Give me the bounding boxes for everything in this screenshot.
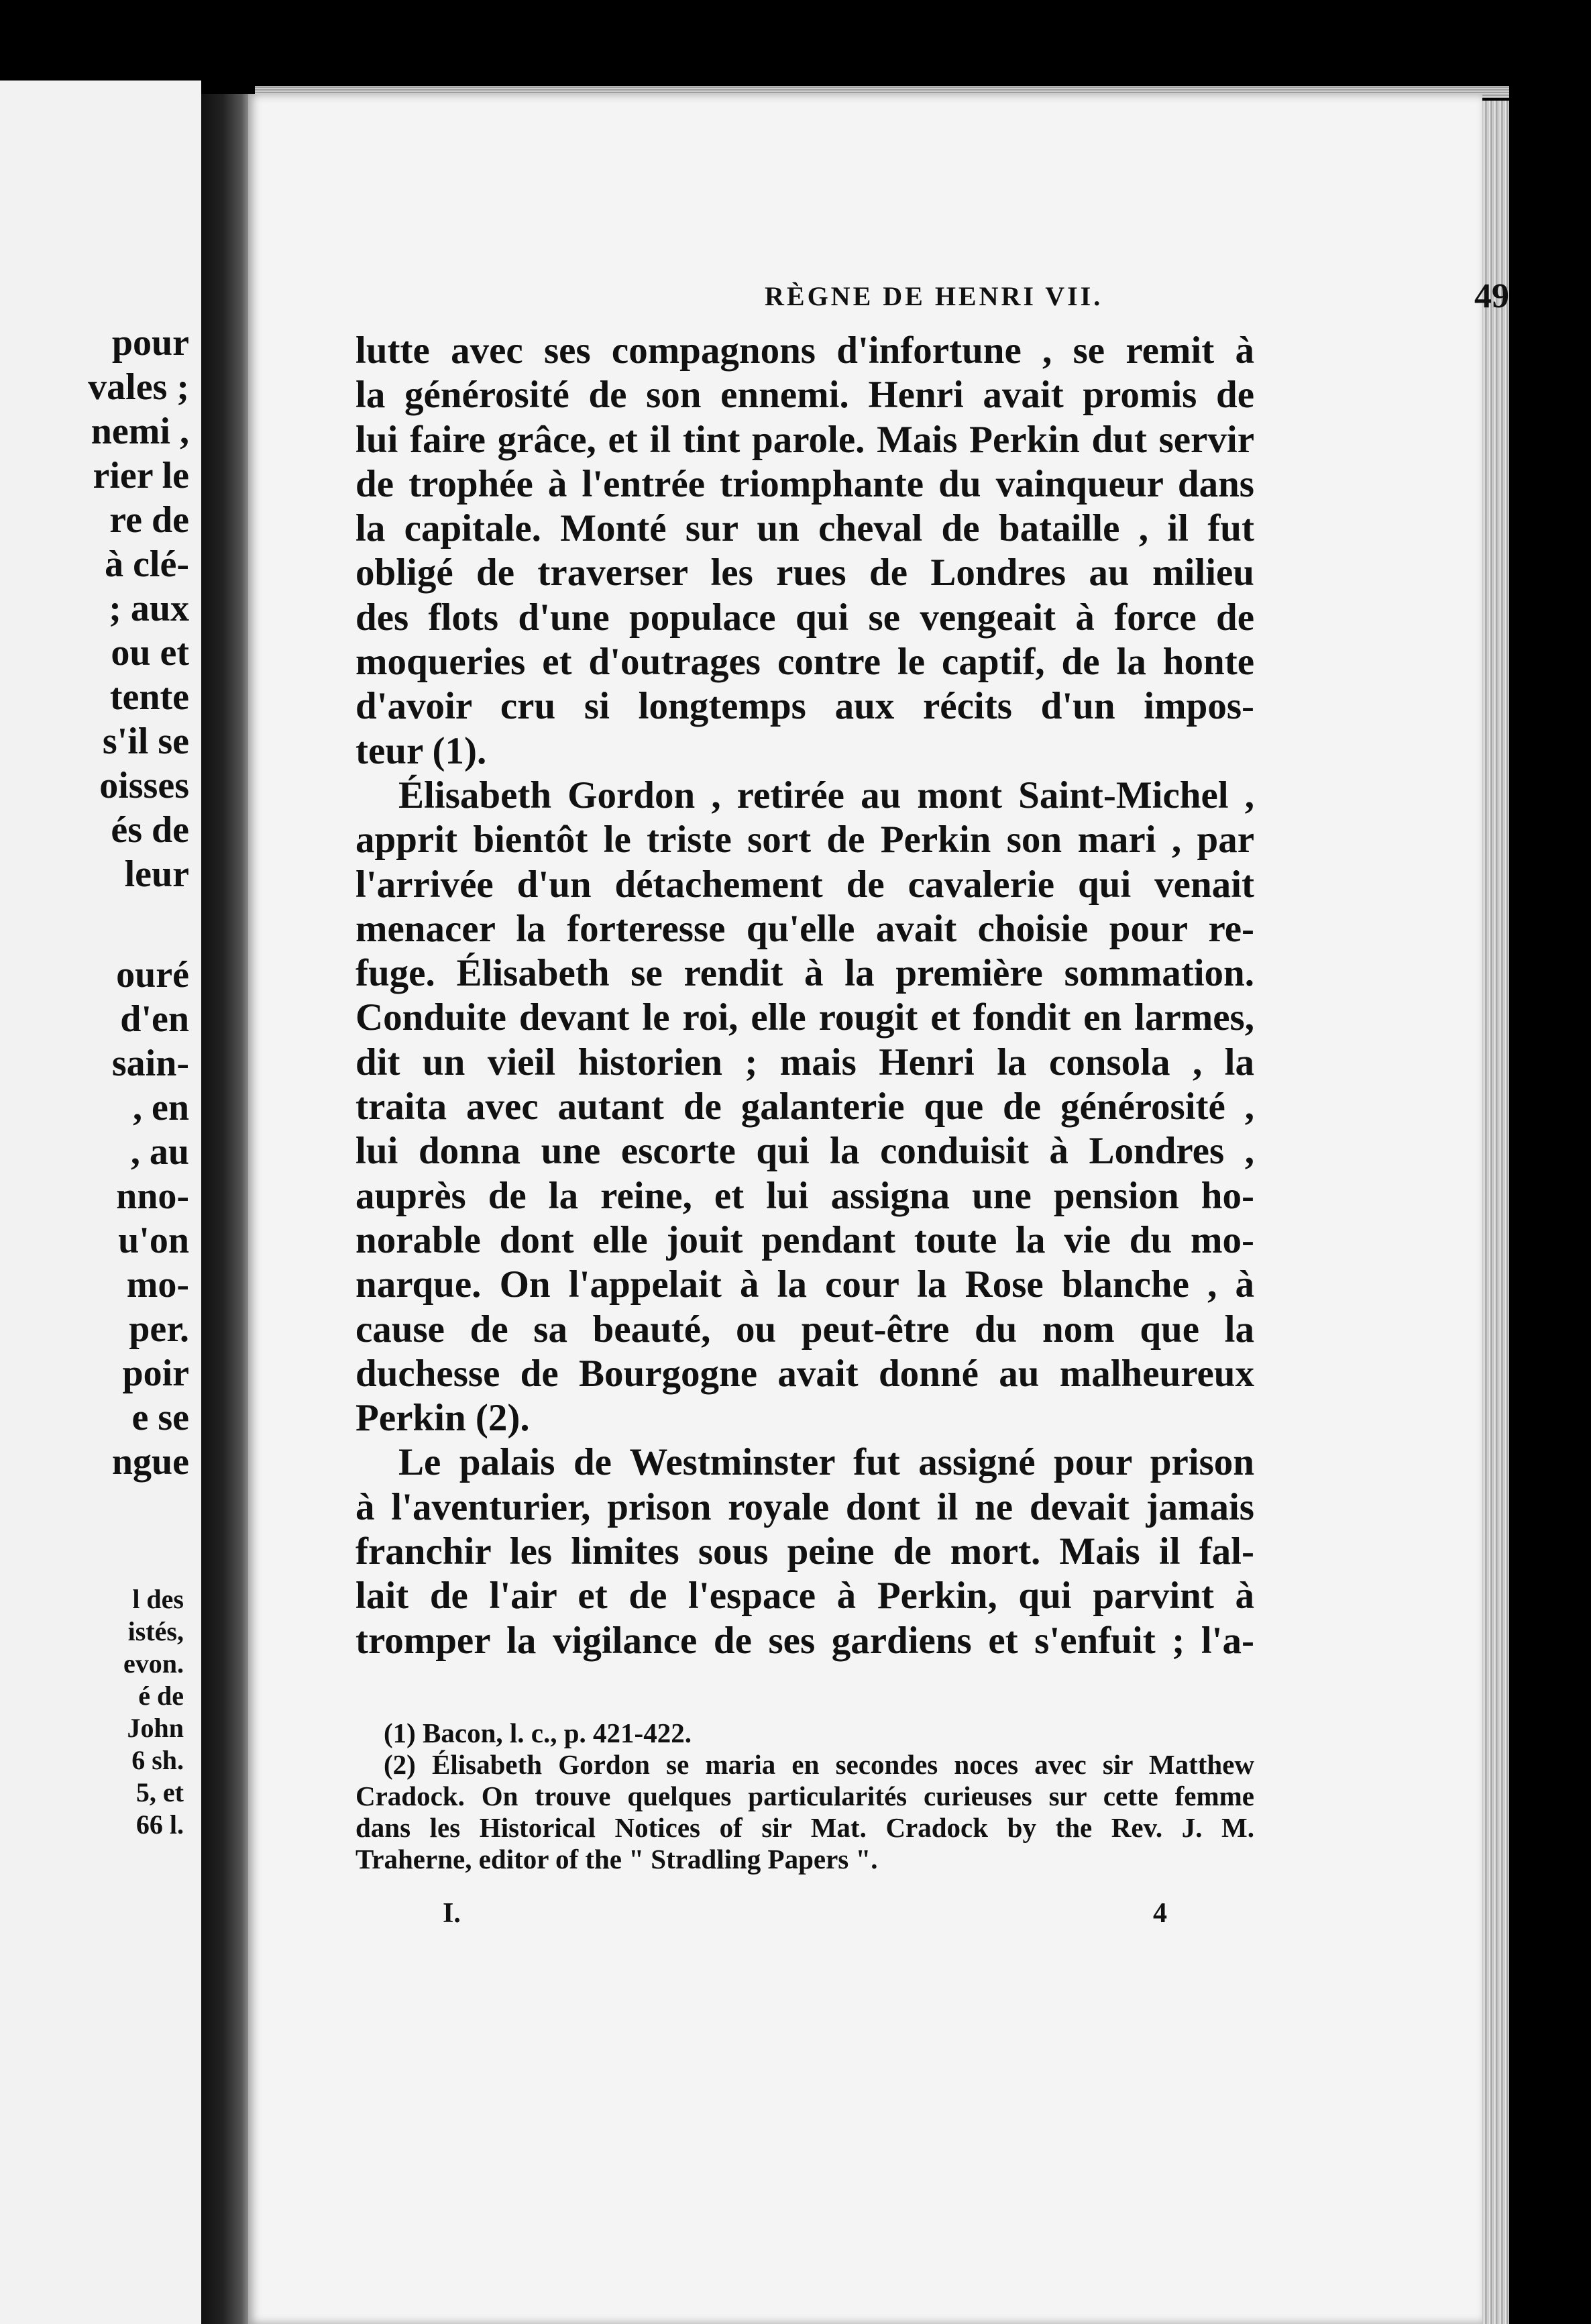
running-head: RÈGNE DE HENRI VII. — [765, 281, 1103, 311]
text-line: lait de l'air et de l'espace à Perkin, qui parvint à — [355, 1575, 1254, 1618]
left-page-text: nemi , — [91, 411, 189, 452]
left-page-text: sain- — [111, 1043, 189, 1084]
left-page-text: rier le — [93, 455, 189, 496]
footnote-line: (1) Bacon, l. c., p. 421-422. — [384, 1718, 692, 1748]
page-number: 49 — [1474, 277, 1509, 315]
text-line: norable dont elle jouit pendant toute la vie du mo- — [355, 1218, 1254, 1261]
right-page — [248, 94, 1509, 2324]
left-page-text: poir — [122, 1353, 189, 1394]
text-line: cause de sa beauté, ou peut-être du nom que la — [355, 1308, 1254, 1351]
left-page-text: u'on — [118, 1220, 189, 1261]
footnote-line: (2) Élisabeth Gordon se maria en secondes noces avec sir Matthew — [384, 1749, 1254, 1780]
text-line: la capitale. Monté sur un cheval de bataille , il fut — [355, 507, 1254, 550]
left-page-text: , au — [130, 1131, 189, 1173]
left-page-text: leur — [124, 853, 189, 895]
left-page-text: pour — [111, 322, 189, 364]
text-line: fuge. Élisabeth se rendit à la première sommation. — [355, 952, 1254, 995]
text-line: teur (1). — [355, 729, 487, 772]
signature-volume: I. — [443, 1898, 461, 1929]
footnote-line: dans les Historical Notices of sir Mat. Cradock by the Rev. J. M. — [355, 1812, 1254, 1843]
text-line: lui donna une escorte qui la conduisit à Londres , — [355, 1130, 1254, 1173]
text-line: traita avec autant de galanterie que de générosité , — [355, 1086, 1254, 1128]
text-line: à l'aventurier, prison royale dont il ne devait jamais — [355, 1485, 1254, 1528]
left-page-text: ou et — [111, 632, 189, 674]
text-line: la générosité de son ennemi. Henri avait promis de — [355, 374, 1254, 417]
left-page-text: nno- — [116, 1175, 189, 1217]
signature-number: 4 — [1153, 1898, 1167, 1929]
text-line: duchesse de Bourgogne avait donné au malheureux — [355, 1352, 1254, 1395]
printer-signature — [355, 1897, 1254, 1938]
body-text — [355, 329, 1254, 1663]
left-page-text: és de — [111, 809, 189, 851]
left-page-text: s'il se — [102, 721, 189, 762]
left-page-text: ouré — [116, 954, 189, 996]
left-page-footnote-text: John — [127, 1713, 184, 1743]
left-page-text: , en — [133, 1087, 189, 1128]
text-line: obligé de traverser les rues de Londres au milieu — [355, 551, 1254, 594]
left-page-footnote-text: 6 sh. — [131, 1745, 184, 1775]
text-line: franchir les limites sous peine de mort. Mais il fal- — [355, 1530, 1254, 1573]
page-fore-edge — [1482, 101, 1509, 2324]
left-page-text: re de — [109, 499, 189, 541]
text-line: des flots d'une populace qui se vengeait à force de — [355, 596, 1254, 639]
left-page-text: tente — [109, 676, 189, 718]
book-gutter — [201, 94, 255, 2324]
left-page-text: à clé- — [105, 543, 189, 585]
left-page-text: e se — [131, 1397, 189, 1438]
left-page-text: ngue — [111, 1441, 189, 1483]
left-page-footnote-text: 66 l. — [135, 1809, 184, 1840]
text-line: lui faire grâce, et il tint parole. Mais Perkin dut servir — [355, 418, 1254, 461]
text-line: moqueries et d'outrages contre le captif, de la honte — [355, 641, 1254, 684]
text-line: de trophée à l'entrée triomphante du vainqueur dans — [355, 462, 1254, 505]
left-page-fragment — [0, 81, 201, 2324]
page-header — [355, 276, 1509, 317]
footnote-line: Cradock. On trouve quelques particularités curieuses sur cette femme — [355, 1781, 1254, 1811]
text-line: auprès de la reine, et lui assigna une pension ho- — [355, 1174, 1254, 1217]
left-page-text: mo- — [126, 1264, 189, 1306]
text-line: dit un vieil historien ; mais Henri la consola , la — [355, 1041, 1254, 1084]
footnote-line: Traherne, editor of the " Stradling Papers ". — [355, 1844, 878, 1874]
footnotes — [355, 1718, 1254, 1875]
text-line: Conduite devant le roi, elle rougit et fondit en larmes, — [355, 996, 1254, 1039]
text-line: Le palais de Westminster fut assigné pour prison — [398, 1441, 1254, 1484]
text-line: l'arrivée d'un détachement de cavalerie qui venait — [355, 863, 1254, 906]
text-line: tromper la vigilance de ses gardiens et s'enfuit ; l'a- — [355, 1619, 1254, 1662]
left-page-text: oisses — [99, 765, 189, 806]
left-page-footnote-text: 5, et — [135, 1777, 184, 1807]
left-page-footnote-text: é de — [138, 1681, 184, 1711]
left-page-footnote-text: istés, — [127, 1616, 184, 1646]
left-page-text: per. — [129, 1308, 189, 1350]
text-line: narque. On l'appelait à la cour la Rose blanche , à — [355, 1263, 1254, 1306]
text-line: apprit bientôt le triste sort de Perkin son mari , par — [355, 818, 1254, 861]
left-page-footnote-text: l des — [132, 1584, 184, 1614]
left-page-text: ; aux — [109, 588, 189, 629]
text-line: lutte avec ses compagnons d'infortune , se remit à — [355, 329, 1254, 372]
text-line: Perkin (2). — [355, 1397, 530, 1440]
text-line: d'avoir cru si longtemps aux récits d'un impos- — [355, 685, 1254, 728]
text-line: Élisabeth Gordon , retirée au mont Saint-Michel , — [398, 774, 1254, 816]
left-page-text: d'en — [120, 998, 189, 1040]
left-page-text: vales ; — [88, 366, 189, 408]
text-line: menacer la forteresse qu'elle avait choisie pour re- — [355, 907, 1254, 950]
left-page-footnote-text: evon. — [123, 1648, 184, 1679]
